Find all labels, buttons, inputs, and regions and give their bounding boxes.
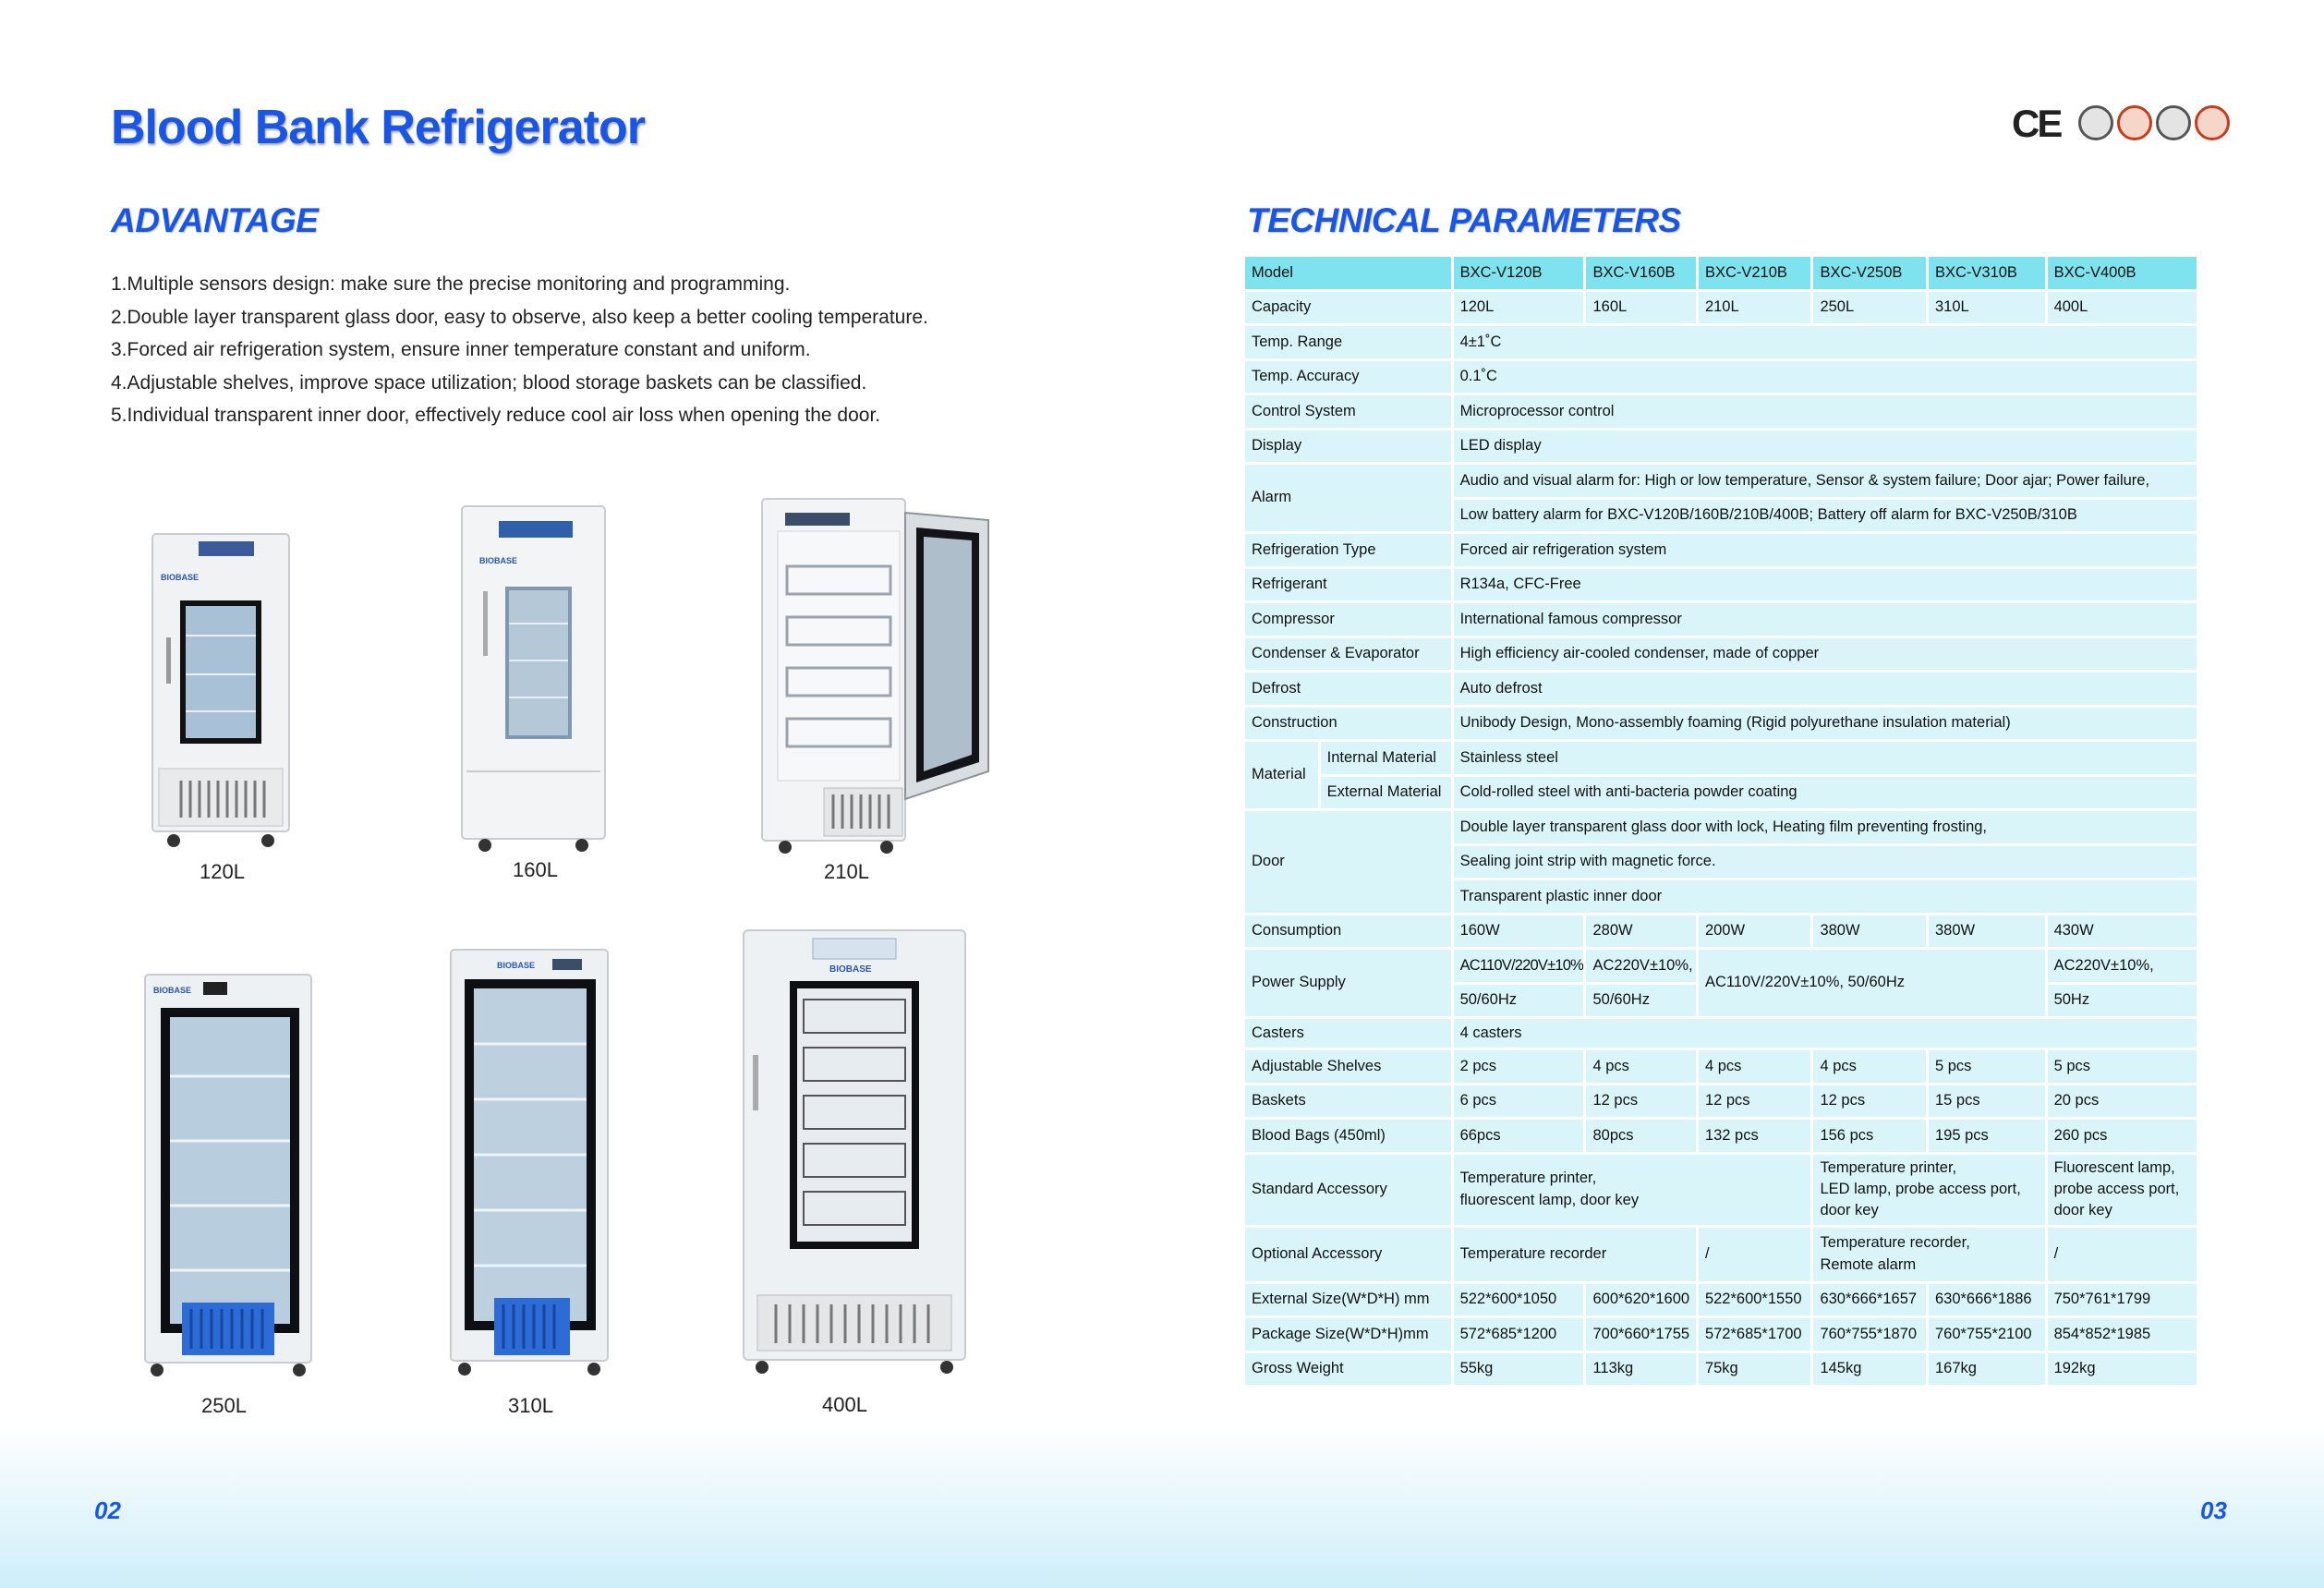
cell: International famous compressor bbox=[1454, 603, 2197, 636]
table-row bbox=[1245, 569, 2197, 601]
cell: BXC-V310B bbox=[1929, 257, 2045, 289]
table-row bbox=[1245, 811, 2197, 843]
cell: Sealing joint strip with magnetic force. bbox=[1454, 846, 2197, 879]
cell: 160L bbox=[1586, 292, 1695, 324]
cell: 760*755*1870 bbox=[1813, 1318, 1926, 1351]
cell-line: Temperature printer, bbox=[1820, 1158, 1957, 1176]
table-row bbox=[1245, 777, 2197, 809]
product-caption: 250L bbox=[201, 1394, 247, 1417]
table-row bbox=[1245, 708, 2197, 740]
table-row bbox=[1245, 361, 2197, 394]
cell: 4 pcs bbox=[1586, 1050, 1695, 1083]
cell: Temperature recorder bbox=[1454, 1228, 1696, 1281]
row-label: Construction bbox=[1245, 708, 1451, 740]
brand-label: BIOBASE bbox=[829, 964, 872, 975]
cell: 2 pcs bbox=[1454, 1050, 1584, 1083]
cell: Transparent plastic inner door bbox=[1454, 880, 2197, 913]
cell: 572*685*1200 bbox=[1454, 1318, 1584, 1351]
cell: 192kg bbox=[2048, 1353, 2197, 1386]
cell: 0.1˚C bbox=[1454, 361, 2197, 394]
brand-label: BIOBASE bbox=[161, 573, 200, 582]
brand-label: BIOBASE bbox=[479, 556, 518, 565]
cell: Auto defrost bbox=[1454, 673, 2197, 705]
cell-line: Temperature recorder, bbox=[1820, 1234, 1970, 1252]
cell: 210L bbox=[1699, 292, 1811, 324]
iso-13485-badge-icon bbox=[2156, 105, 2191, 140]
cell: 4 pcs bbox=[1699, 1050, 1811, 1083]
cell-line: Remote alarm bbox=[1820, 1255, 1917, 1273]
cell: 15 pcs bbox=[1929, 1085, 2045, 1118]
cell: 430W bbox=[2048, 915, 2197, 948]
cell: 50/60Hz bbox=[1454, 985, 1584, 1017]
table-row bbox=[1245, 915, 2197, 948]
cell: 760*755*2100 bbox=[1929, 1318, 2045, 1351]
cell: Audio and visual alarm for: High or low temperature, Sensor & system failure; Door ajar; Power failure, bbox=[1454, 465, 2197, 497]
table-row bbox=[1245, 603, 2197, 636]
row-label: Alarm bbox=[1245, 465, 1451, 531]
cell: 113kg bbox=[1586, 1353, 1695, 1386]
cell: 66pcs bbox=[1454, 1120, 1584, 1152]
table-row bbox=[1245, 430, 2197, 463]
advantage-item: 3.Forced air refrigeration system, ensure inner temperature constant and uniform. bbox=[111, 339, 811, 360]
cell: 572*685*1700 bbox=[1699, 1318, 1811, 1351]
cell: 5 pcs bbox=[1929, 1050, 2045, 1083]
table-row bbox=[1245, 1318, 2197, 1351]
row-label: Refrigerant bbox=[1245, 569, 1451, 601]
fridge-400l-image bbox=[739, 926, 970, 1376]
cell: 50Hz bbox=[2048, 985, 2197, 1017]
cell bbox=[1454, 1155, 1811, 1225]
row-label: Temp. Range bbox=[1245, 326, 1451, 358]
cell: Cold-rolled steel with anti-bacteria powder coating bbox=[1454, 777, 2197, 809]
table-row bbox=[1245, 1284, 2197, 1316]
brand-label: BIOBASE bbox=[497, 961, 536, 970]
cell: 522*600*1050 bbox=[1454, 1284, 1584, 1316]
cell: BXC-V120B bbox=[1454, 257, 1584, 289]
cell: 80pcs bbox=[1586, 1120, 1695, 1152]
cell: 4±1˚C bbox=[1454, 326, 2197, 358]
page-title: Blood Bank Refrigerator bbox=[111, 101, 645, 154]
row-label: Optional Accessory bbox=[1245, 1228, 1451, 1281]
row-label: Condenser & Evaporator bbox=[1245, 638, 1451, 671]
quality-badge-icon bbox=[2195, 105, 2230, 140]
product-caption: 120L bbox=[200, 860, 245, 883]
cell bbox=[1813, 1155, 2044, 1225]
product-caption: 210L bbox=[824, 860, 869, 883]
cell: 700*660*1755 bbox=[1586, 1318, 1695, 1351]
cell bbox=[2048, 1155, 2197, 1225]
cell: BXC-V210B bbox=[1699, 257, 1811, 289]
row-label: Capacity bbox=[1245, 292, 1451, 324]
table-row bbox=[1245, 395, 2197, 428]
cell: / bbox=[1699, 1228, 1811, 1281]
table-row bbox=[1245, 292, 2197, 324]
cell: Unibody Design, Mono-assembly foaming (Rigid polyurethane insulation material) bbox=[1454, 708, 2197, 740]
cell-line: door key bbox=[1820, 1202, 1879, 1219]
cell: AC110V/220V±10%, 50/60Hz bbox=[1699, 950, 2045, 1016]
cell: 195 pcs bbox=[1929, 1120, 2045, 1152]
row-label: External Size(W*D*H) mm bbox=[1245, 1284, 1451, 1316]
cell: 200W bbox=[1699, 915, 1811, 948]
table-row bbox=[1245, 638, 2197, 671]
cell: 4 casters bbox=[1454, 1019, 2197, 1048]
page-number-right: 03 bbox=[2200, 1497, 2227, 1524]
iso-14001-badge-icon bbox=[2117, 105, 2152, 140]
cell: 75kg bbox=[1699, 1353, 1811, 1386]
row-label: Casters bbox=[1245, 1019, 1451, 1048]
table-row bbox=[1245, 1050, 2197, 1083]
cell: 160W bbox=[1454, 915, 1584, 948]
product-caption: 310L bbox=[508, 1394, 553, 1417]
row-label: Material bbox=[1245, 742, 1318, 808]
tech-heading: TECHNICAL PARAMETERS bbox=[1247, 201, 1681, 239]
cell: AC220V±10%, bbox=[1586, 950, 1695, 982]
row-label: Package Size(W*D*H)mm bbox=[1245, 1318, 1451, 1351]
cell: 380W bbox=[1929, 915, 2045, 948]
table-row bbox=[1245, 257, 2197, 289]
cell: 600*620*1600 bbox=[1586, 1284, 1695, 1316]
fridge-160l-image bbox=[457, 499, 610, 855]
cell: 854*852*1985 bbox=[2048, 1318, 2197, 1351]
table-row bbox=[1245, 326, 2197, 358]
cell: 4 pcs bbox=[1813, 1050, 1926, 1083]
row-label: Control System bbox=[1245, 395, 1451, 428]
cell: BXC-V160B bbox=[1586, 257, 1695, 289]
advantage-item: 2.Double layer transparent glass door, easy to observe, also keep a better cooling temperature. bbox=[111, 306, 928, 328]
fridge-120l-image bbox=[148, 527, 294, 850]
row-label: Refrigeration Type bbox=[1245, 534, 1451, 566]
cell: 750*761*1799 bbox=[2048, 1284, 2197, 1316]
row-label: Baskets bbox=[1245, 1085, 1451, 1118]
technical-parameters-table bbox=[1242, 254, 2199, 1388]
cell: R134a, CFC-Free bbox=[1454, 569, 2197, 601]
table-row bbox=[1245, 742, 2197, 774]
cell: 260 pcs bbox=[2048, 1120, 2197, 1152]
cell: 630*666*1657 bbox=[1813, 1284, 1926, 1316]
cell: High efficiency air-cooled condenser, made of copper bbox=[1454, 638, 2197, 671]
row-sublabel: Internal Material bbox=[1321, 742, 1451, 774]
row-sublabel: External Material bbox=[1321, 777, 1451, 809]
cell-line: Fluorescent lamp, bbox=[2053, 1158, 2175, 1176]
ce-mark: CE bbox=[2012, 102, 2061, 145]
cell: 50/60Hz bbox=[1586, 985, 1695, 1017]
row-label: Door bbox=[1245, 811, 1451, 913]
cell-line: Temperature printer, bbox=[1459, 1170, 1597, 1187]
fridge-210l-image bbox=[757, 494, 998, 855]
advantage-heading: ADVANTAGE bbox=[111, 201, 319, 239]
cell: AC220V±10%, bbox=[2048, 950, 2197, 982]
product-caption: 160L bbox=[513, 858, 558, 881]
cell-line: probe access port, bbox=[2053, 1180, 2180, 1197]
table-row bbox=[1245, 1120, 2197, 1152]
cell-line: LED lamp, probe access port, bbox=[1820, 1180, 2021, 1197]
cell: 310L bbox=[1929, 292, 2045, 324]
row-label: Gross Weight bbox=[1245, 1353, 1451, 1386]
page-number-left: 02 bbox=[94, 1497, 121, 1524]
cell: 156 pcs bbox=[1813, 1120, 1926, 1152]
cell: 20 pcs bbox=[2048, 1085, 2197, 1118]
advantage-item: 4.Adjustable shelves, improve space utilization; blood storage baskets can be classified. bbox=[111, 371, 867, 394]
table-row bbox=[1245, 673, 2197, 705]
cell: Forced air refrigeration system bbox=[1454, 534, 2197, 566]
cell: 522*600*1550 bbox=[1699, 1284, 1811, 1316]
product-caption: 400L bbox=[822, 1393, 867, 1416]
cell: 132 pcs bbox=[1699, 1120, 1811, 1152]
row-label: Compressor bbox=[1245, 603, 1451, 636]
cell: 5 pcs bbox=[2048, 1050, 2197, 1083]
cell: 12 pcs bbox=[1586, 1085, 1695, 1118]
row-label: Temp. Accuracy bbox=[1245, 361, 1451, 394]
table-row bbox=[1245, 1155, 2197, 1225]
row-label: Consumption bbox=[1245, 915, 1451, 948]
table-row bbox=[1245, 534, 2197, 566]
advantage-item: 1.Multiple sensors design: make sure the precise monitoring and programming. bbox=[111, 273, 791, 295]
cell: 12 pcs bbox=[1813, 1085, 1926, 1118]
row-label: Defrost bbox=[1245, 673, 1451, 705]
table-row bbox=[1245, 1085, 2197, 1118]
cell: 120L bbox=[1454, 292, 1584, 324]
cell: 12 pcs bbox=[1699, 1085, 1811, 1118]
cell bbox=[1813, 1228, 2044, 1281]
row-label: Blood Bags (450ml) bbox=[1245, 1120, 1451, 1152]
table-row bbox=[1245, 1019, 2197, 1048]
brand-label: BIOBASE bbox=[153, 986, 192, 995]
cell-line: fluorescent lamp, door key bbox=[1459, 1191, 1640, 1208]
cell: LED display bbox=[1454, 430, 2197, 463]
cell: Low battery alarm for BXC-V120B/160B/210B/400B; Battery off alarm for BXC-V250B/310B bbox=[1454, 500, 2197, 532]
row-label: Standard Accessory bbox=[1245, 1155, 1451, 1225]
table-row bbox=[1245, 950, 2197, 982]
cell: 145kg bbox=[1813, 1353, 1926, 1386]
fridge-310l-image bbox=[446, 942, 612, 1381]
cell: BXC-V400B bbox=[2048, 257, 2197, 289]
cell: 400L bbox=[2048, 292, 2197, 324]
cell: 280W bbox=[1586, 915, 1695, 948]
cell-line: door key bbox=[2053, 1202, 2112, 1219]
row-label: Model bbox=[1245, 257, 1451, 289]
row-label: Adjustable Shelves bbox=[1245, 1050, 1451, 1083]
table-row bbox=[1245, 1353, 2197, 1386]
row-label: Power Supply bbox=[1245, 950, 1451, 1016]
advantage-item: 5.Individual transparent inner door, effectively reduce cool air loss when opening the door. bbox=[111, 405, 881, 426]
cell: Double layer transparent glass door with lock, Heating film preventing frosting, bbox=[1454, 811, 2197, 843]
advantage-list bbox=[111, 268, 928, 432]
cell: 630*666*1886 bbox=[1929, 1284, 2045, 1316]
iso-badge-icon bbox=[2078, 105, 2113, 140]
cell: 6 pcs bbox=[1454, 1085, 1584, 1118]
table-row bbox=[1245, 465, 2197, 497]
cell: Microprocessor control bbox=[1454, 395, 2197, 428]
page-footer-band bbox=[0, 1423, 2324, 1588]
table-row bbox=[1245, 1228, 2197, 1281]
cell: Stainless steel bbox=[1454, 742, 2197, 774]
cell: 167kg bbox=[1929, 1353, 2045, 1386]
cell: 380W bbox=[1813, 915, 1926, 948]
fridge-250l-image bbox=[140, 965, 316, 1381]
cell: AC110V/220V±10% bbox=[1454, 950, 1584, 982]
cell: BXC-V250B bbox=[1813, 257, 1926, 289]
cell: 250L bbox=[1813, 292, 1926, 324]
row-label: Display bbox=[1245, 430, 1451, 463]
cell: 55kg bbox=[1454, 1353, 1584, 1386]
cell: / bbox=[2048, 1228, 2197, 1281]
